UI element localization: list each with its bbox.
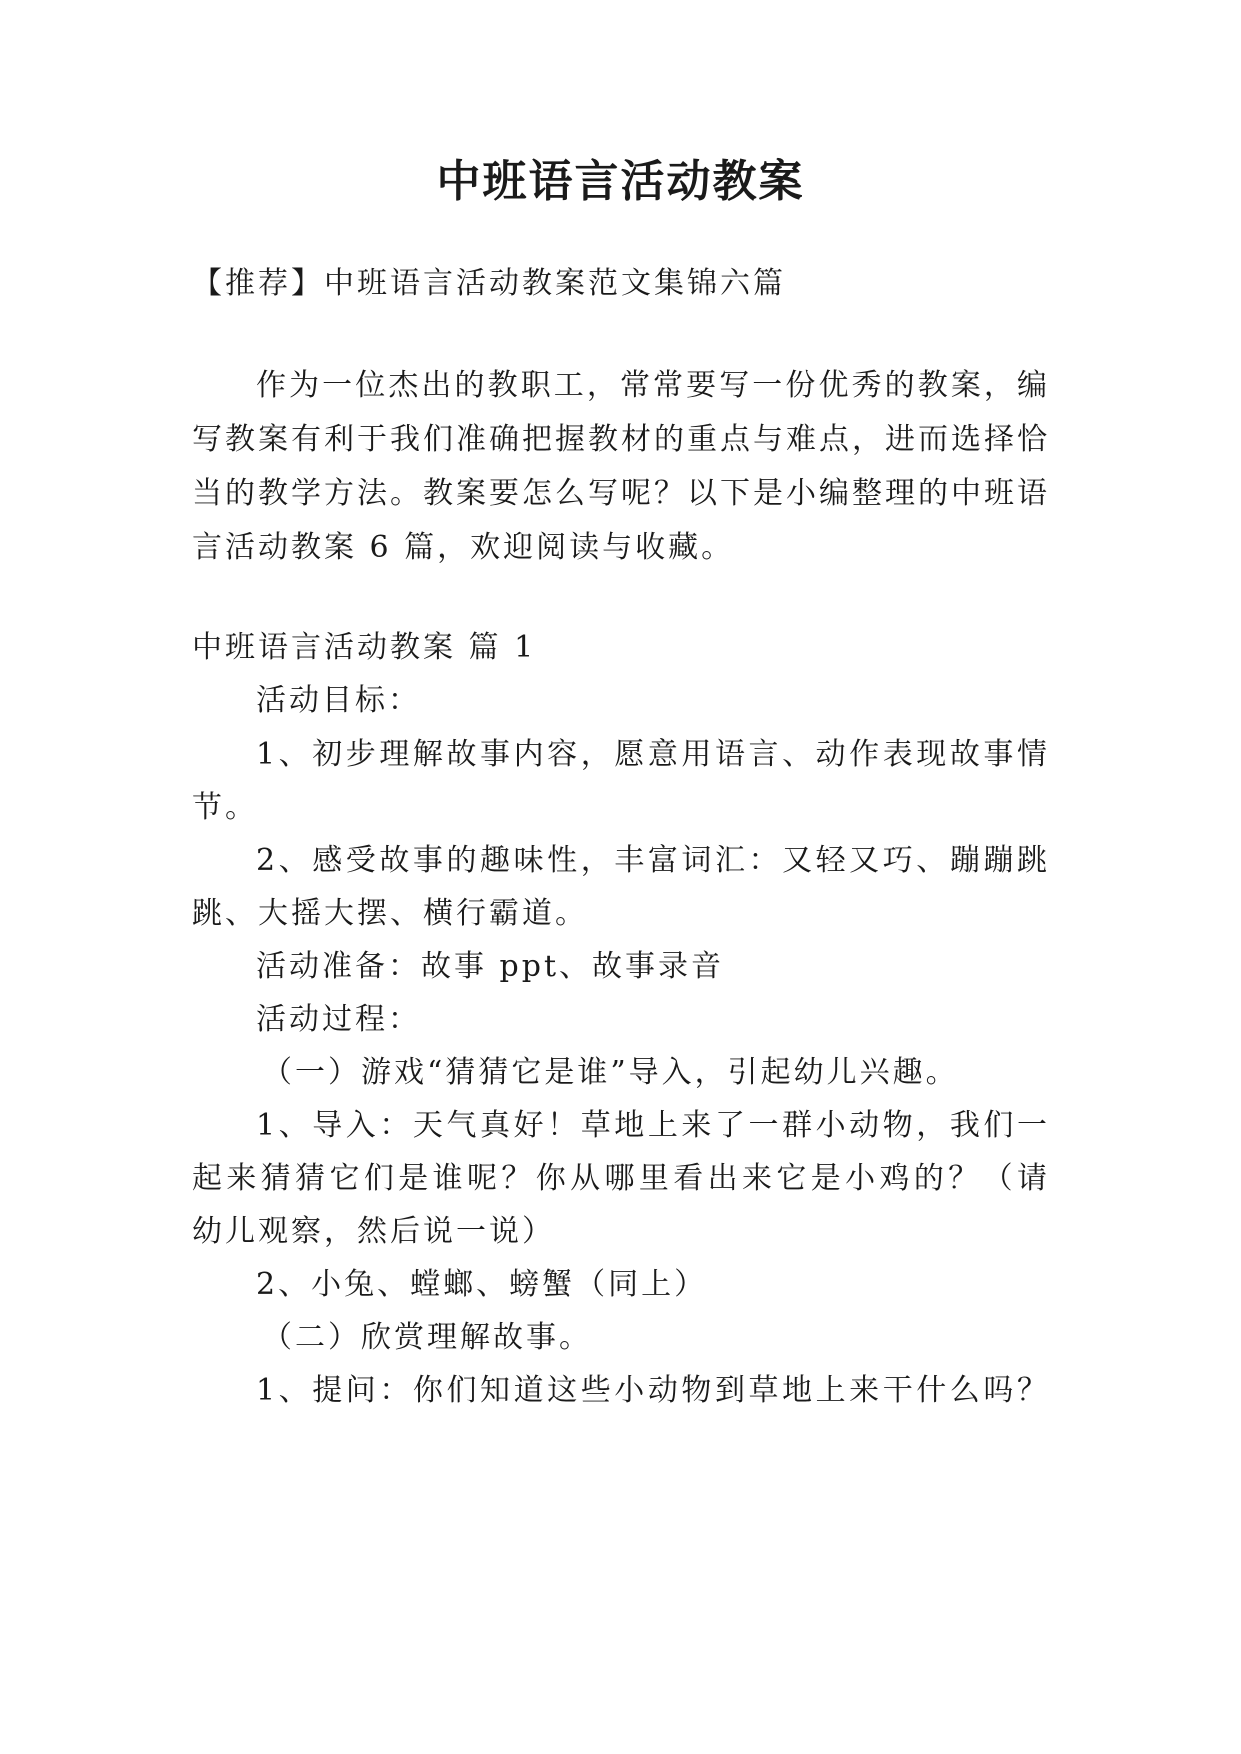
body-line: 2、感受故事的趣味性，丰富词汇：又轻又巧、蹦蹦跳 — [256, 843, 1050, 878]
intro-line: 写教案有利于我们准确把握教材的重点与难点，进而选择恰 — [192, 422, 1050, 457]
intro-line: 当的教学方法。教案要怎么写呢？以下是小编整理的中班语 — [192, 476, 1050, 511]
section-heading: 中班语言活动教案 篇 1 — [192, 630, 537, 665]
body-line: （一）游戏“猜猜它是谁”导入，引起幼儿兴趣。 — [262, 1055, 959, 1090]
body-line: 活动过程： — [256, 1002, 421, 1037]
body-line: 2、小兔、螳螂、螃蟹（同上） — [256, 1267, 708, 1302]
body-line: 活动目标： — [256, 683, 421, 718]
body-line: 跳、大摇大摆、横行霸道。 — [192, 896, 588, 931]
intro-line: 作为一位杰出的教职工，常常要写一份优秀的教案，编 — [256, 368, 1050, 403]
body-line: 1、导入：天气真好！草地上来了一群小动物，我们一 — [256, 1108, 1050, 1143]
body-line: 节。 — [192, 790, 258, 825]
intro-line: 言活动教案 6 篇，欢迎阅读与收藏。 — [192, 530, 735, 565]
body-line: （二）欣赏理解故事。 — [262, 1320, 592, 1355]
body-line: 1、提问：你们知道这些小动物到草地上来干什么吗？ — [256, 1373, 1050, 1408]
body-line: 1、初步理解故事内容，愿意用语言、动作表现故事情 — [256, 737, 1050, 772]
page-title: 中班语言活动教案 — [436, 156, 805, 207]
body-line: 活动准备：故事 ppt、故事录音 — [256, 949, 724, 984]
body-line: 幼儿观察，然后说一说） — [192, 1214, 555, 1249]
document-subtitle: 【推荐】中班语言活动教案范文集锦六篇 — [192, 266, 786, 301]
body-line: 起来猜猜它们是谁呢？你从哪里看出来它是小鸡的？（请 — [192, 1161, 1050, 1196]
